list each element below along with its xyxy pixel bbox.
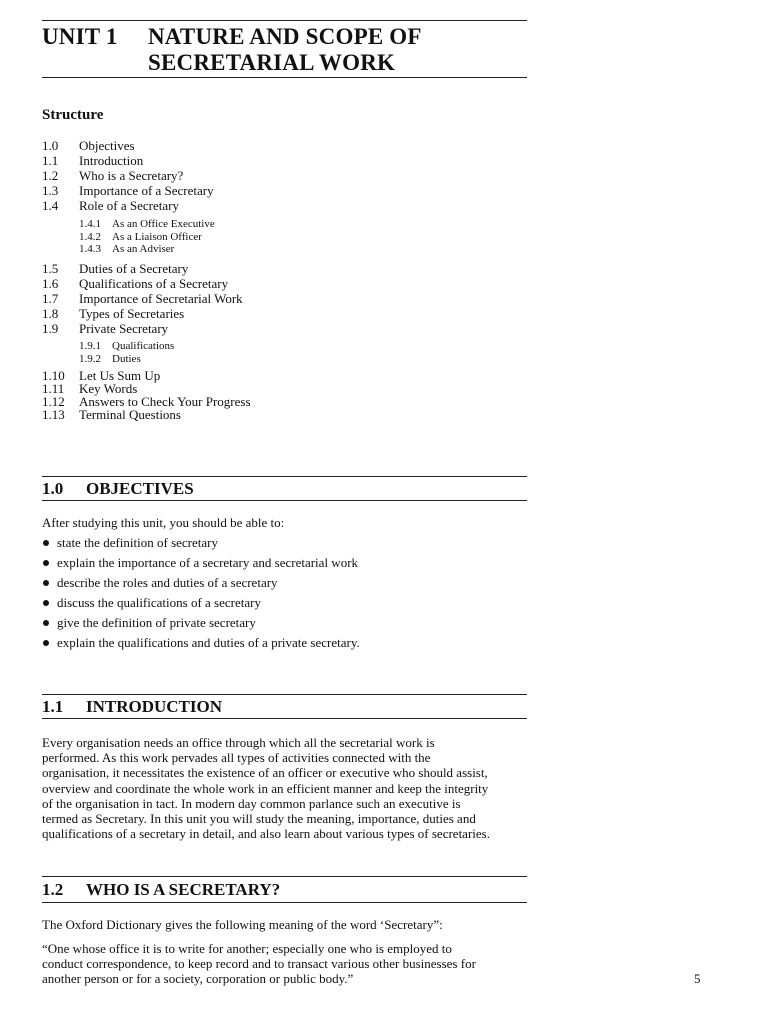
quote-line: conduct correspondence, to keep record and to transact various other businesses for bbox=[42, 956, 476, 972]
who-bottom-rule bbox=[42, 902, 527, 903]
introduction-line: of the organisation in tact. In modern day common parlance such an executive is bbox=[42, 795, 461, 811]
introduction-line: organisation, it necessitates the existence of an officer or executive who should assist, bbox=[42, 765, 488, 781]
structure-heading: Structure bbox=[42, 107, 104, 123]
top-rule bbox=[42, 20, 527, 21]
unit-title-line-2: SECRETARIAL WORK bbox=[148, 50, 396, 75]
introduction-line: termed as Secretary. In this unit you will study the meaning, importance, duties and bbox=[42, 811, 476, 827]
introduction-number: 1.1 bbox=[42, 697, 64, 716]
who-quote bbox=[42, 941, 542, 987]
objectives-top-rule bbox=[42, 476, 527, 477]
objective-item: give the definition of private secretary bbox=[42, 613, 527, 633]
who-title: WHO IS A SECRETARY? bbox=[86, 880, 281, 899]
introduction-line: performed. As this work pervades all types of activities connected with the bbox=[42, 750, 431, 766]
unit-title-line-1: NATURE AND SCOPE OF bbox=[148, 24, 422, 49]
objectives-title: OBJECTIVES bbox=[86, 479, 194, 498]
introduction-top-rule bbox=[42, 694, 527, 695]
page-number: 5 bbox=[694, 971, 701, 986]
quote-line: another person or for a society, corporation or public body.” bbox=[42, 971, 354, 987]
introduction-bottom-rule bbox=[42, 718, 527, 719]
introduction-title: INTRODUCTION bbox=[86, 697, 223, 716]
document-page: UNIT 1 NATURE AND SCOPE OF SECRETARIAL WORK Structure 1.0 Objectives 1.1 Introduction 1.2 Who is a Secretary? 1.3 Importance of a Secretary 1.4 Role of a Secretary 1.4.1 As an Office Executive 1.4.2 As a Liaison Officer 1.4.3 As an Adviser 1.5 Duties of a Secretary 1.6 Qualifications of a Secretary 1.7 Importance of Secretarial Work 1.8 Types of Secretaries 1.9 Private Secretary 1.9.1 Qualifications 1.9.2 Duties 1.10 Let Us Sum Up 1.11 Key Words 1.12 Answers to Check Your Progress 1.13 Terminal Questions 1.0 OBJECTIVES After studying this unit, you should be able to: state the definition of secretary explain the importance of a secretary and secretarial work describe the roles and duties of a secretary discuss the qualifications of a secretary give the definition of private secretary explain the qualifications and duties of a private secretary. 1.1 INTRODUCTION Every organisation needs an office through which all the secretarial work is performed. As this work pervades all types of activities connected with the organisation, it necessitates the existence of an officer or executive who should assist, overview and coordinate the whole work in an efficient manner and keep the integrity of the organisation in tact. In modern day common parlance such an executive is termed as Secretary. In this unit you will study the meaning, importance, duties and qualifications of a secretary in detail, and also learn about various types of secretaries. 1.2 WHO IS A SECRETARY? The Oxford Dictionary gives the following meaning of the word ‘Secretary”: “One whose office it is to write for another; especially one who is employed to conduct correspondence, to keep record and to transact various other businesses for another person or for a society, corporation or public body.” 5 bbox=[0, 0, 768, 1024]
introduction-line: Every organisation needs an office through which all the secretarial work is bbox=[42, 735, 435, 750]
who-number: 1.2 bbox=[42, 880, 64, 899]
objective-item: describe the roles and duties of a secretary bbox=[42, 573, 527, 593]
introduction-line: qualifications of a secretary in detail, and also learn about various types of secretaries. bbox=[42, 826, 490, 842]
objectives-list bbox=[42, 533, 527, 653]
who-heading bbox=[42, 880, 280, 900]
objectives-intro: After studying this unit, you should be able to: bbox=[42, 515, 285, 530]
objective-item: explain the importance of a secretary and secretarial work bbox=[42, 553, 527, 573]
objective-item: state the definition of secretary bbox=[42, 533, 527, 553]
who-intro: The Oxford Dictionary gives the following meaning of the word ‘Secretary”: bbox=[42, 917, 443, 932]
introduction-heading bbox=[42, 697, 222, 717]
quote-line: “One whose office it is to write for another; especially one who is employed to bbox=[42, 941, 452, 956]
objective-item: discuss the qualifications of a secretary bbox=[42, 593, 527, 613]
objectives-heading bbox=[42, 479, 194, 499]
objectives-number: 1.0 bbox=[42, 479, 64, 498]
who-top-rule bbox=[42, 876, 527, 877]
objectives-bottom-rule bbox=[42, 500, 527, 501]
introduction-line: overview and coordinate the whole work in an efficient manner and keep the integrity bbox=[42, 780, 489, 796]
unit-number: UNIT 1 bbox=[42, 24, 118, 49]
title-bottom-rule bbox=[42, 77, 527, 78]
objective-item: explain the qualifications and duties of a private secretary. bbox=[42, 633, 527, 653]
introduction-paragraph bbox=[42, 735, 542, 841]
